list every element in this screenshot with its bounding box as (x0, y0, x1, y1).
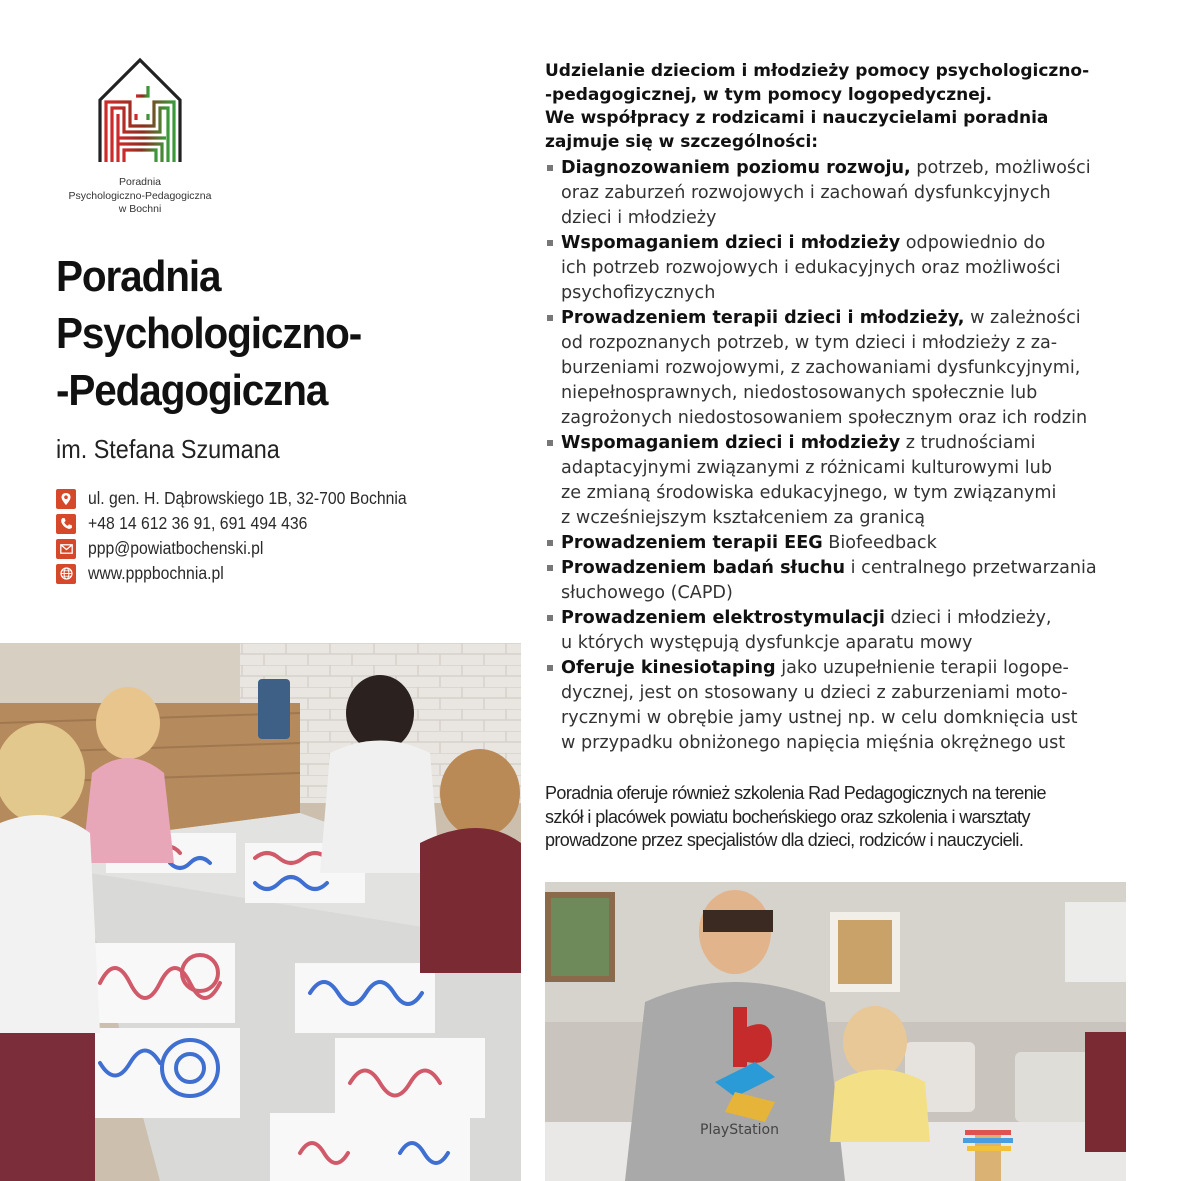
service-bold: Prowadzeniem elektrostymulacji (561, 608, 885, 628)
children-tracing-patterns-photo (0, 643, 521, 1181)
website-link[interactable]: www.pppbochnia.pl (88, 563, 224, 583)
service-item (545, 231, 1155, 306)
poradnia-logo (96, 56, 184, 164)
contact-list (56, 486, 496, 586)
service-text: dzieci i młodzieży, (884, 608, 1052, 628)
service-line (561, 156, 1155, 181)
logo-caption (40, 176, 240, 217)
service-item (545, 431, 1155, 531)
service-text: potrzeb, możliwości (910, 158, 1091, 178)
service-line: dzieci i młodzieży (561, 208, 717, 228)
service-line (561, 306, 1155, 331)
service-item (545, 531, 1155, 556)
service-bold: Oferuje kinesiotaping (561, 658, 776, 678)
service-line: adaptacyjnymi związanymi z różnicami kulturowymi lub (561, 458, 1052, 478)
service-line: dycznej, jest on stosowany u dzieci z zaburzeniami moto- (561, 683, 1068, 703)
hoodie-text: PlayStation (700, 1122, 779, 1138)
service-bold: Diagnozowaniem poziomu rozwoju, (561, 158, 911, 178)
service-item (545, 156, 1155, 231)
phone-icon (56, 514, 76, 534)
service-text: Biofeedback (822, 533, 937, 553)
phone-text[interactable]: +48 14 612 36 91, 691 494 436 (88, 513, 308, 533)
service-line: niepełnosprawnych, niedostosowanych społecznie lub (561, 383, 1038, 403)
bullet-square-icon (547, 665, 553, 671)
service-item (545, 656, 1155, 756)
address-text: ul. gen. H. Dąbrowskiego 1B, 32-700 Bochnia (88, 488, 407, 508)
title-line: -Pedagogiczna (56, 366, 328, 415)
service-line: burzeniami rozwojowymi, z zachowaniami dysfunkcyjnymi, (561, 358, 1081, 378)
bullet-square-icon (547, 565, 553, 571)
service-line: ich potrzeb rozwojowych i edukacyjnych oraz możliwości (561, 258, 1061, 278)
service-line (561, 556, 1155, 581)
globe-icon (56, 564, 76, 584)
page-title (56, 248, 442, 419)
service-text: odpowiednio do (900, 233, 1046, 253)
bullet-square-icon (547, 165, 553, 171)
title-line: Psychologiczno- (56, 309, 362, 358)
envelope-icon (56, 539, 76, 559)
service-text: i centralnego przetwarzania (845, 558, 1097, 578)
page-subtitle: im. Stefana Szumana (56, 434, 280, 464)
outro-line: prowadzone przez specjalistów dla dzieci, rodziców i nauczycieli. (545, 830, 1024, 850)
logo-caption-line: Psychologiczno-Pedagogiczna (68, 189, 212, 202)
service-item (545, 606, 1155, 656)
service-text: jako uzupełnienie terapii logope- (775, 658, 1069, 678)
service-line: w przypadku obniżonego napięcia mięśnia okrężnego ust (561, 733, 1066, 753)
bullet-square-icon (547, 440, 553, 446)
contact-website[interactable] (56, 561, 496, 586)
intro-line: -pedagogicznej, w tym pomocy logopedycznej. (545, 84, 993, 105)
outro-line: szkół i placówek powiatu bocheńskiego oraz szkolenia i warsztaty (545, 806, 1030, 827)
service-line (561, 531, 1155, 556)
service-line: słuchowego (CAPD) (561, 583, 733, 603)
service-line (561, 431, 1155, 456)
service-line: zagrożonych niedostosowaniem społecznym oraz ich rodzin (561, 408, 1088, 428)
service-text: z trudnościami (900, 433, 1036, 453)
service-line (561, 231, 1155, 256)
service-line (561, 606, 1155, 631)
title-line: Poradnia (56, 252, 221, 301)
service-item (545, 556, 1155, 606)
service-item (545, 306, 1155, 431)
service-line (561, 656, 1155, 681)
service-bold: Wspomaganiem dzieci i młodzieży (561, 433, 901, 453)
service-line: oraz zaburzeń rozwojowych i zachowań dysfunkcyjnych (561, 183, 1051, 203)
service-bold: Prowadzeniem terapii EEG (561, 533, 823, 553)
outro-paragraph (545, 782, 1145, 853)
photo-illustration (545, 882, 1126, 1181)
service-bold: Prowadzeniem terapii dzieci i młodzieży, (561, 308, 965, 328)
service-line: z wcześniejszym kształceniem za granicą (561, 508, 926, 528)
contact-address (56, 486, 496, 511)
service-line: u których występują dysfunkcje aparatu mowy (561, 633, 973, 653)
service-bold: Prowadzeniem badań słuchu (561, 558, 846, 578)
children-playing-game-photo (545, 882, 1126, 1181)
bullet-square-icon (547, 315, 553, 321)
intro-heading (545, 60, 1145, 154)
service-line: ze zmianą środowiska edukacyjnego, w tym związanymi (561, 483, 1057, 503)
intro-line: Udzielanie dzieciom i młodzieży pomocy psychologiczno- (545, 61, 1090, 81)
contact-phone[interactable] (56, 511, 496, 536)
location-pin-icon (56, 489, 76, 509)
photo-illustration (0, 643, 521, 1181)
service-line: rycznymi w obrębie jamy ustnej np. w celu domknięcia ust (561, 708, 1078, 728)
service-line: od rozpoznanych potrzeb, w tym dzieci i młodzieży z za- (561, 333, 1058, 353)
email-link[interactable]: ppp@powiatbochenski.pl (88, 538, 264, 558)
contact-email[interactable] (56, 536, 496, 561)
intro-line: We współpracy z rodzicami i nauczycielami poradnia (545, 108, 1049, 128)
bullet-square-icon (547, 540, 553, 546)
service-bold: Wspomaganiem dzieci i młodzieży (561, 233, 901, 253)
intro-line: zajmuje się w szczególności: (545, 131, 819, 152)
logo-caption-line: Poradnia (118, 176, 162, 188)
service-line: psychofizycznych (561, 283, 716, 303)
services-list (545, 156, 1155, 756)
bullet-square-icon (547, 615, 553, 621)
bullet-square-icon (547, 240, 553, 246)
service-text: w zależności (964, 308, 1081, 328)
outro-line: Poradnia oferuje również szkolenia Rad Pedagogicznych na terenie (545, 783, 1046, 803)
logo-caption-line: w Bochni (118, 203, 162, 215)
